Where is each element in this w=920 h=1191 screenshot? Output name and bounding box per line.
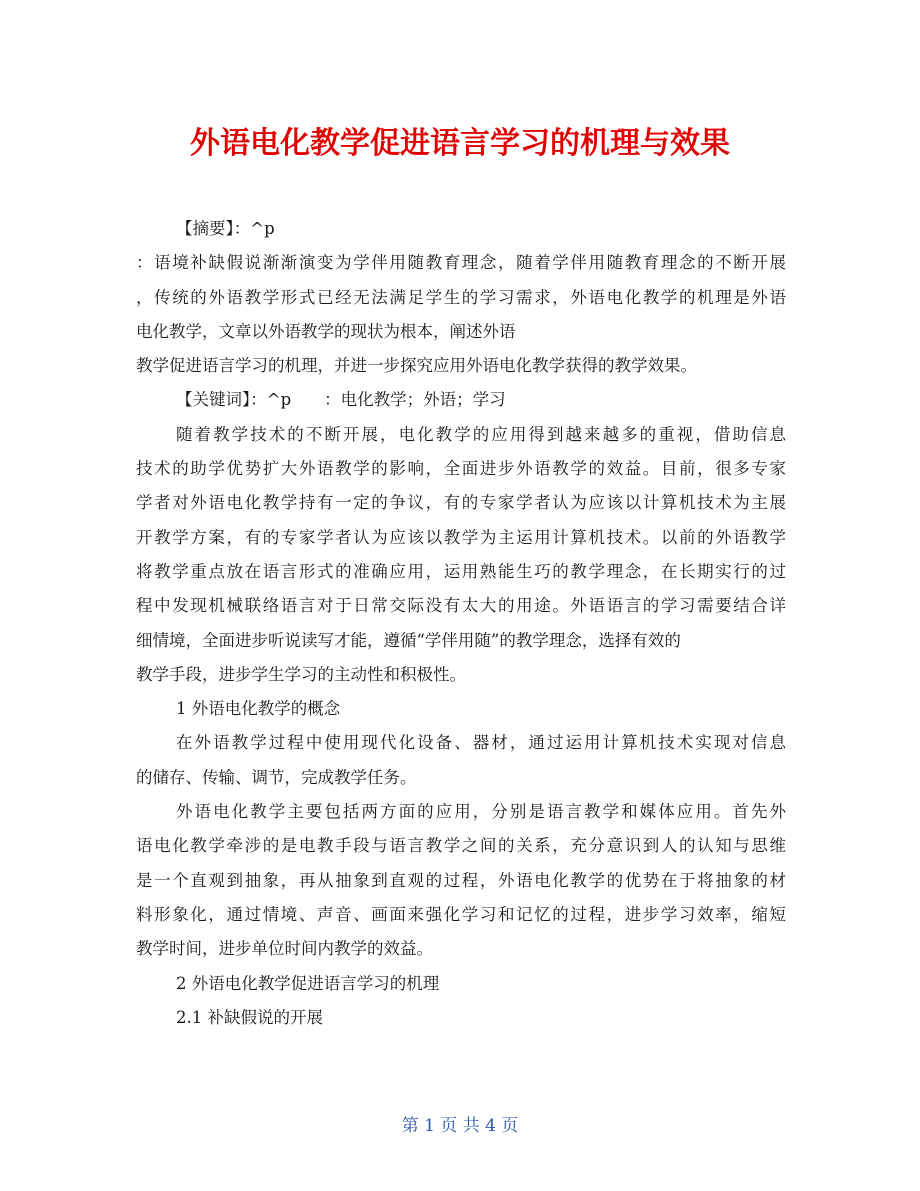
text-line: 将教学重点放在语言形式的准确应用，运用熟能生巧的教学理念，在长期实行的过	[136, 561, 786, 581]
text-line: 2.1 补缺假说的开展	[176, 1007, 323, 1027]
text-line: 随着教学技术的不断开展，电化教学的应用得到越来越多的重视，借助信息	[176, 424, 786, 444]
page-footer: 第 1 页 共 4 页	[401, 1116, 519, 1136]
text-line: 技术的助学优势扩大外语教学的影响，全面进步外语教学的效益。目前，很多专家	[136, 459, 786, 479]
document-title: 外语电化教学促进语言学习的机理与效果	[190, 126, 730, 161]
text-line: 教学时间，进步单位时间内教学的效益。	[136, 939, 433, 959]
text-line: 电化教学，文章以外语教学的现状为根本，阐述外语	[136, 321, 516, 341]
text-line: 料形象化，通过情境、声音、画面来强化学习和记忆的过程，进步学习效率，缩短	[136, 904, 786, 924]
text-line: ：语境补缺假说渐渐演变为学伴用随教育理念，随着学伴用随教育理念的不断开展	[136, 253, 786, 273]
text-line: 的储存、传输、调节，完成教学任务。	[136, 767, 417, 787]
text-line: 程中发现机械联络语言对于日常交际没有太大的用途。外语语言的学习需要结合详	[136, 596, 786, 616]
text-line: 【摘要】：^p	[176, 219, 275, 238]
text-line: 细情境，全面进步听说读写才能，遵循“学伴用随”的教学理念，选择有效的	[136, 630, 681, 650]
document-body	[136, 212, 786, 1035]
text-line: 【关键词】：^p ：电化教学；外语；学习	[176, 390, 506, 410]
text-line: 语电化教学牵涉的是电教手段与语言教学之间的关系，充分意识到人的认知与思维	[136, 836, 786, 856]
text-line: 开教学方案，有的专家学者认为应该以教学为主运用计算机技术。以前的外语教学	[136, 527, 786, 547]
text-line: 学者对外语电化教学持有一定的争议，有的专家学者认为应该以计算机技术为主展	[136, 493, 786, 513]
text-line: 是一个直观到抽象，再从抽象到直观的过程，外语电化教学的优势在于将抽象的材	[136, 870, 786, 890]
text-line: 1 外语电化教学的概念	[176, 699, 341, 719]
text-line: 教学手段，进步学生学习的主动性和积极性。	[136, 664, 466, 684]
text-line: 在外语教学过程中使用现代化设备、器材，通过运用计算机技术实现对信息	[176, 733, 786, 753]
text-line: 2 外语电化教学促进语言学习的机理	[176, 973, 440, 993]
text-line: 外语电化教学主要包括两方面的应用，分别是语言教学和媒体应用。首先外	[176, 802, 786, 822]
text-line: 教学促进语言学习的机理，并进一步探究应用外语电化教学获得的教学效果。	[136, 356, 697, 376]
text-line: ，传统的外语教学形式已经无法满足学生的学习需求，外语电化教学的机理是外语	[136, 287, 786, 307]
